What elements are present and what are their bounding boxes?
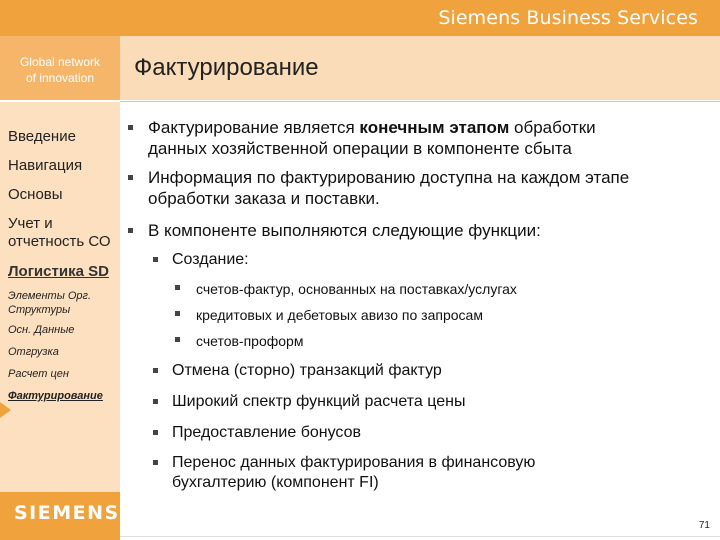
current-section-arrow-icon (0, 402, 11, 418)
bullet-billing-final-stage-line2: данных хозяйственной операции в компоненте сбыта (148, 139, 572, 158)
bullet-cancellation: Отмена (сторно) транзакций фактур (172, 362, 442, 379)
sidebar-item-logistics-sd[interactable]: Логистика SD (8, 263, 109, 280)
sidebar-item-accounting-line1: Учет и (8, 215, 53, 232)
tagline-line1: Global network (19, 55, 101, 69)
page-number: 71 (698, 520, 710, 531)
bullet-transfer-fi (172, 453, 535, 493)
title-divider (120, 101, 720, 102)
bullet-billing-info (148, 167, 629, 209)
bullet-icon (175, 311, 180, 316)
bullet-billing-final-stage-line1 (148, 117, 596, 138)
bullet-icon (175, 285, 180, 290)
bullet-billing-info-line2: обработки заказа и поставки. (148, 189, 380, 208)
sidebar-item-accounting[interactable] (8, 215, 124, 251)
bullet-icon (153, 257, 158, 262)
sidebar-item-navigation[interactable]: Навигация (8, 157, 83, 174)
sidebar-item-accounting-line2: отчетность СО (8, 233, 111, 250)
page-title: Фактурирование (134, 54, 319, 81)
bullet-icon (128, 125, 133, 130)
bullet-icon (175, 337, 180, 342)
sidebar-subitem-org-elements-line2: Структуры (8, 304, 71, 316)
create-item-invoices: счетов-фактур, основанных на поставках/услугах (196, 281, 517, 297)
footer-divider (120, 536, 720, 537)
create-item-memos: кредитовых и дебетовых авизо по запросам (196, 307, 483, 323)
bullet-text-bold: конечным этапом (359, 118, 510, 137)
sidebar-item-intro[interactable]: Введение (8, 128, 76, 145)
sidebar-subitem-org-elements-line1: Элементы Орг. (8, 290, 92, 302)
bullet-functions-intro: В компоненте выполняются следующие функции: (148, 221, 541, 240)
brand-name: Siemens Business Services (438, 7, 698, 29)
tagline-line2: of innovation (25, 71, 95, 85)
bullet-icon (128, 228, 133, 233)
top-bar (0, 0, 720, 36)
bullet-icon (153, 460, 158, 465)
siemens-logo: SIEMENS (14, 502, 120, 524)
bullet-pricing: Широкий спектр функций расчета цены (172, 393, 466, 410)
bullet-text-pre: Фактурирование является (148, 118, 360, 137)
bullet-create: Создание: (172, 251, 249, 268)
bullet-bonuses: Предоставление бонусов (172, 424, 362, 441)
sidebar-subitem-org-elements[interactable] (8, 289, 120, 317)
bullet-billing-info-line1: Информация по фактурированию доступна на каждом этапе (148, 168, 630, 187)
sidebar-subitem-master-data[interactable]: Осн. Данные (8, 324, 75, 336)
bullet-icon (153, 399, 158, 404)
create-item-proforma: счетов-проформ (196, 333, 304, 349)
bullet-icon (153, 430, 158, 435)
bullet-text-post: обработки (509, 118, 596, 137)
bullet-transfer-fi-line1: Перенос данных фактурирования в финансовую (172, 454, 536, 471)
sidebar-subitem-pricing[interactable]: Расчет цен (8, 368, 69, 380)
sidebar-subitem-shipping[interactable]: Отгрузка (8, 346, 59, 358)
sidebar-item-basics[interactable]: Основы (8, 186, 63, 203)
bullet-billing-final-stage (148, 117, 596, 159)
sidebar-subitem-billing[interactable]: Фактурирование (8, 390, 103, 402)
bullet-transfer-fi-line2: бухгалтерию (компонент FI) (172, 474, 379, 491)
bullet-icon (153, 368, 158, 373)
bullet-icon (128, 175, 133, 180)
tagline (0, 54, 120, 86)
